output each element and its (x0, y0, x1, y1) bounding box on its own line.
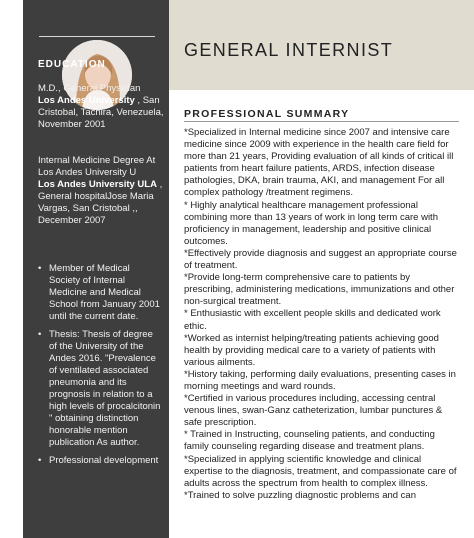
degree-text: Internal Medicine Degree At Los Andes University U (38, 155, 156, 178)
list-item (38, 455, 162, 467)
summary-paragraph: *Provide long-term comprehensive care to patients by prescribing, administering medications, immunizations and other non-surgical treatment. (184, 272, 455, 308)
sidebar-divider (39, 36, 155, 37)
bullet-icon: • (38, 263, 42, 274)
summary-divider (184, 121, 459, 122)
summary-paragraph: * Enthusiastic with excellent people skills and dedicated work ethic. (184, 308, 441, 332)
school-name: Los Andes University (38, 95, 135, 106)
bullet-icon: • (38, 455, 42, 466)
summary-paragraph: *Specialized in Internal medicine since 2007 and intensive care medicine since 2009 with experience in the health care field for more than 21 years, Providing evaluation of all kinds of critical ill patients from heart failure patients, ARDS, infection disease pathologies, DKA, brain trauma, AKI, and management For all complex pathology /treatment regimens. (184, 127, 454, 199)
list-item-text: Thesis: Thesis of degree of the University of the Andes 2016. "Prevalence of ventilated associated pneumonia and its prognosis in relation to a high levels of procalcitonin " obtaining distinction honorable mention publication As author. (49, 329, 161, 448)
education-entry-1: M.D., General Physician Los Andes University , San Cristobal, Tachira, Venezuela, November 2001 (38, 83, 164, 130)
summary-paragraph: *Worked as internist helping/treating patients achieving good health by providing medical care to a variety of patients with various ailments. (184, 332, 439, 368)
list-item (38, 263, 162, 323)
summary-paragraph: *History taking, performing daily evaluations, presenting cases in morning meetings and ward rounds. (184, 368, 456, 392)
summary-paragraph: * Trained in Instructing, counseling patients, and conducting family counseling regarding disease and treatment plans. (184, 429, 435, 453)
summary-paragraph: *Trained to solve puzzling diagnostic problems and can (184, 489, 417, 501)
summary-paragraph: *Certified in various procedures including, accessing central venous lines, swan-Ganz catheterization, lumbar punctures & safe prescription. (184, 393, 443, 429)
summary-paragraph: * Highly analytical healthcare management professional combining more than 13 years of work in long term care with proficiency in management, leadership and positive clinical outcomes. (184, 199, 438, 247)
page-title: GENERAL INTERNIST (184, 40, 394, 60)
school-location: San Cristobal, Tachira, Venezuela, November 2001 (38, 95, 164, 130)
degree-text: M.D., General Physician (38, 83, 141, 94)
summary-paragraph: *Effectively provide diagnosis and suggest an appropriate course of treatment. (184, 247, 457, 272)
sidebar (23, 0, 169, 538)
summary-paragraph: *Specialized in applying scientific knowledge and clinical expertise to the diagnosis, treatment, and compassionate care of adults across the spectrum from health to complex illness. (184, 453, 457, 489)
education-heading: EDUCATION (38, 59, 106, 70)
list-item-text: Professional development (49, 455, 159, 466)
education-bullets (38, 263, 162, 473)
summary-body (184, 127, 459, 502)
school-location: General hospitalJose Maria Vargas, San Cristobal ,, December 2007 (38, 191, 154, 226)
education-entry-2: Internal Medicine Degree At Los Andes University U Los Andes University ULA , General hospitalJose Maria Vargas, San Cristobal ,, December 2007 (38, 155, 163, 226)
list-item (38, 329, 162, 449)
list-item-text: Member of Medical Society of Internal Medicine and Medical School from January 2001 until the current date. (49, 263, 160, 322)
bullet-icon: • (38, 329, 42, 340)
school-name: Los Andes University ULA (38, 179, 157, 190)
summary-heading: PROFESSIONAL SUMMARY (184, 108, 350, 120)
